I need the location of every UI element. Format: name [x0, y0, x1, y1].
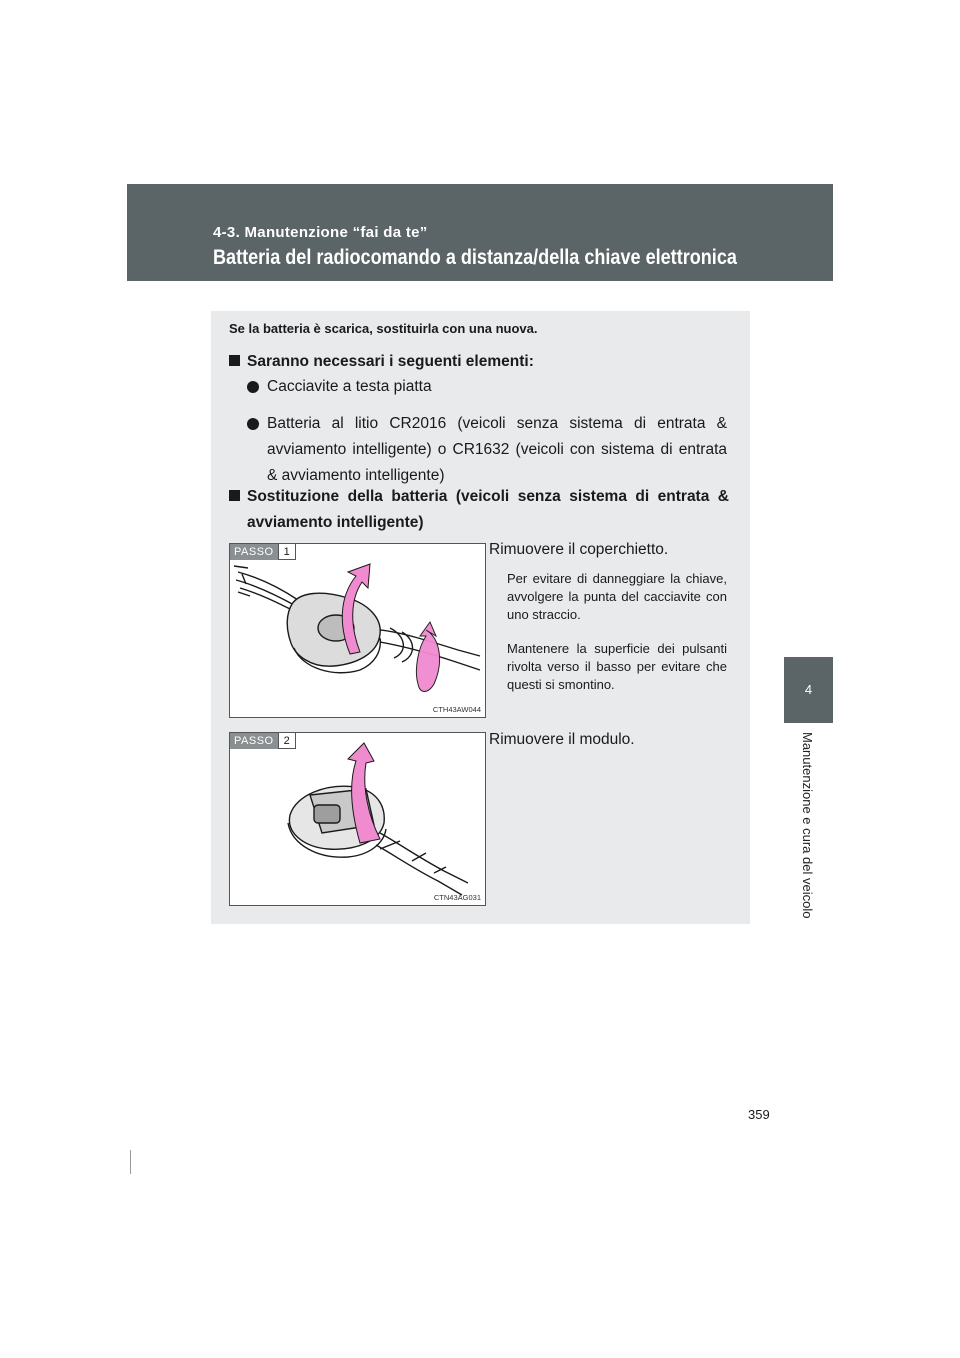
section-title: 4-3. Manutenzione “fai da te”: [213, 224, 428, 241]
step-2-title: Rimuovere il modulo.: [489, 731, 635, 748]
round-bullet-icon: [247, 418, 259, 430]
crop-mark: [130, 1150, 131, 1174]
step-badge: PASSO 2: [230, 733, 296, 749]
list-item: Batteria al litio CR2016 (veicoli senza sistema di entrata & avviamento intelligente) o CR1632 (veicoli con sistema di entrata & avviamento intelligente): [247, 411, 727, 489]
step-2-figure: [229, 732, 486, 906]
list-item: Cacciavite a testa piatta: [247, 374, 727, 400]
step-1-figure: [229, 543, 486, 718]
chapter-side-label: [784, 732, 833, 952]
figure-code: CTH43AW044: [432, 705, 481, 714]
step-1-note: Mantenere la superficie dei pulsanti rivolta verso il basso per evitare che questi si smontino.: [507, 641, 727, 692]
square-bullet-icon: [229, 490, 240, 501]
step-1-title: Rimuovere il coperchietto.: [489, 541, 669, 558]
chapter-label: Manutenzione e cura del veicolo: [800, 732, 815, 919]
intro-text: Se la batteria è scarica, sostituirla con una nuova.: [229, 321, 538, 336]
step-1-note: Per evitare di danneggiare la chiave, avvolgere la punta del cacciavite con uno straccio.: [507, 571, 727, 622]
page-number: 359: [748, 1107, 770, 1122]
chapter-number: 4: [804, 682, 813, 697]
key-module-removal-illustration: [230, 733, 485, 905]
figure-code: CTN43AG031: [433, 893, 481, 902]
items-heading: Saranno necessari i seguenti elementi:: [229, 349, 729, 375]
content-box: [211, 311, 750, 924]
page-title: Batteria del radiocomando a distanza/della chiave elettronica: [213, 246, 737, 269]
round-bullet-icon: [247, 381, 259, 393]
chapter-tab: [784, 657, 833, 723]
replace-heading: Sostituzione della batteria (veicoli senza sistema di entrata & avviamento intelligente): [229, 484, 729, 536]
key-cover-removal-illustration: [230, 544, 485, 717]
step-badge: PASSO 1: [230, 544, 296, 560]
page-header: [127, 184, 833, 281]
square-bullet-icon: [229, 355, 240, 366]
